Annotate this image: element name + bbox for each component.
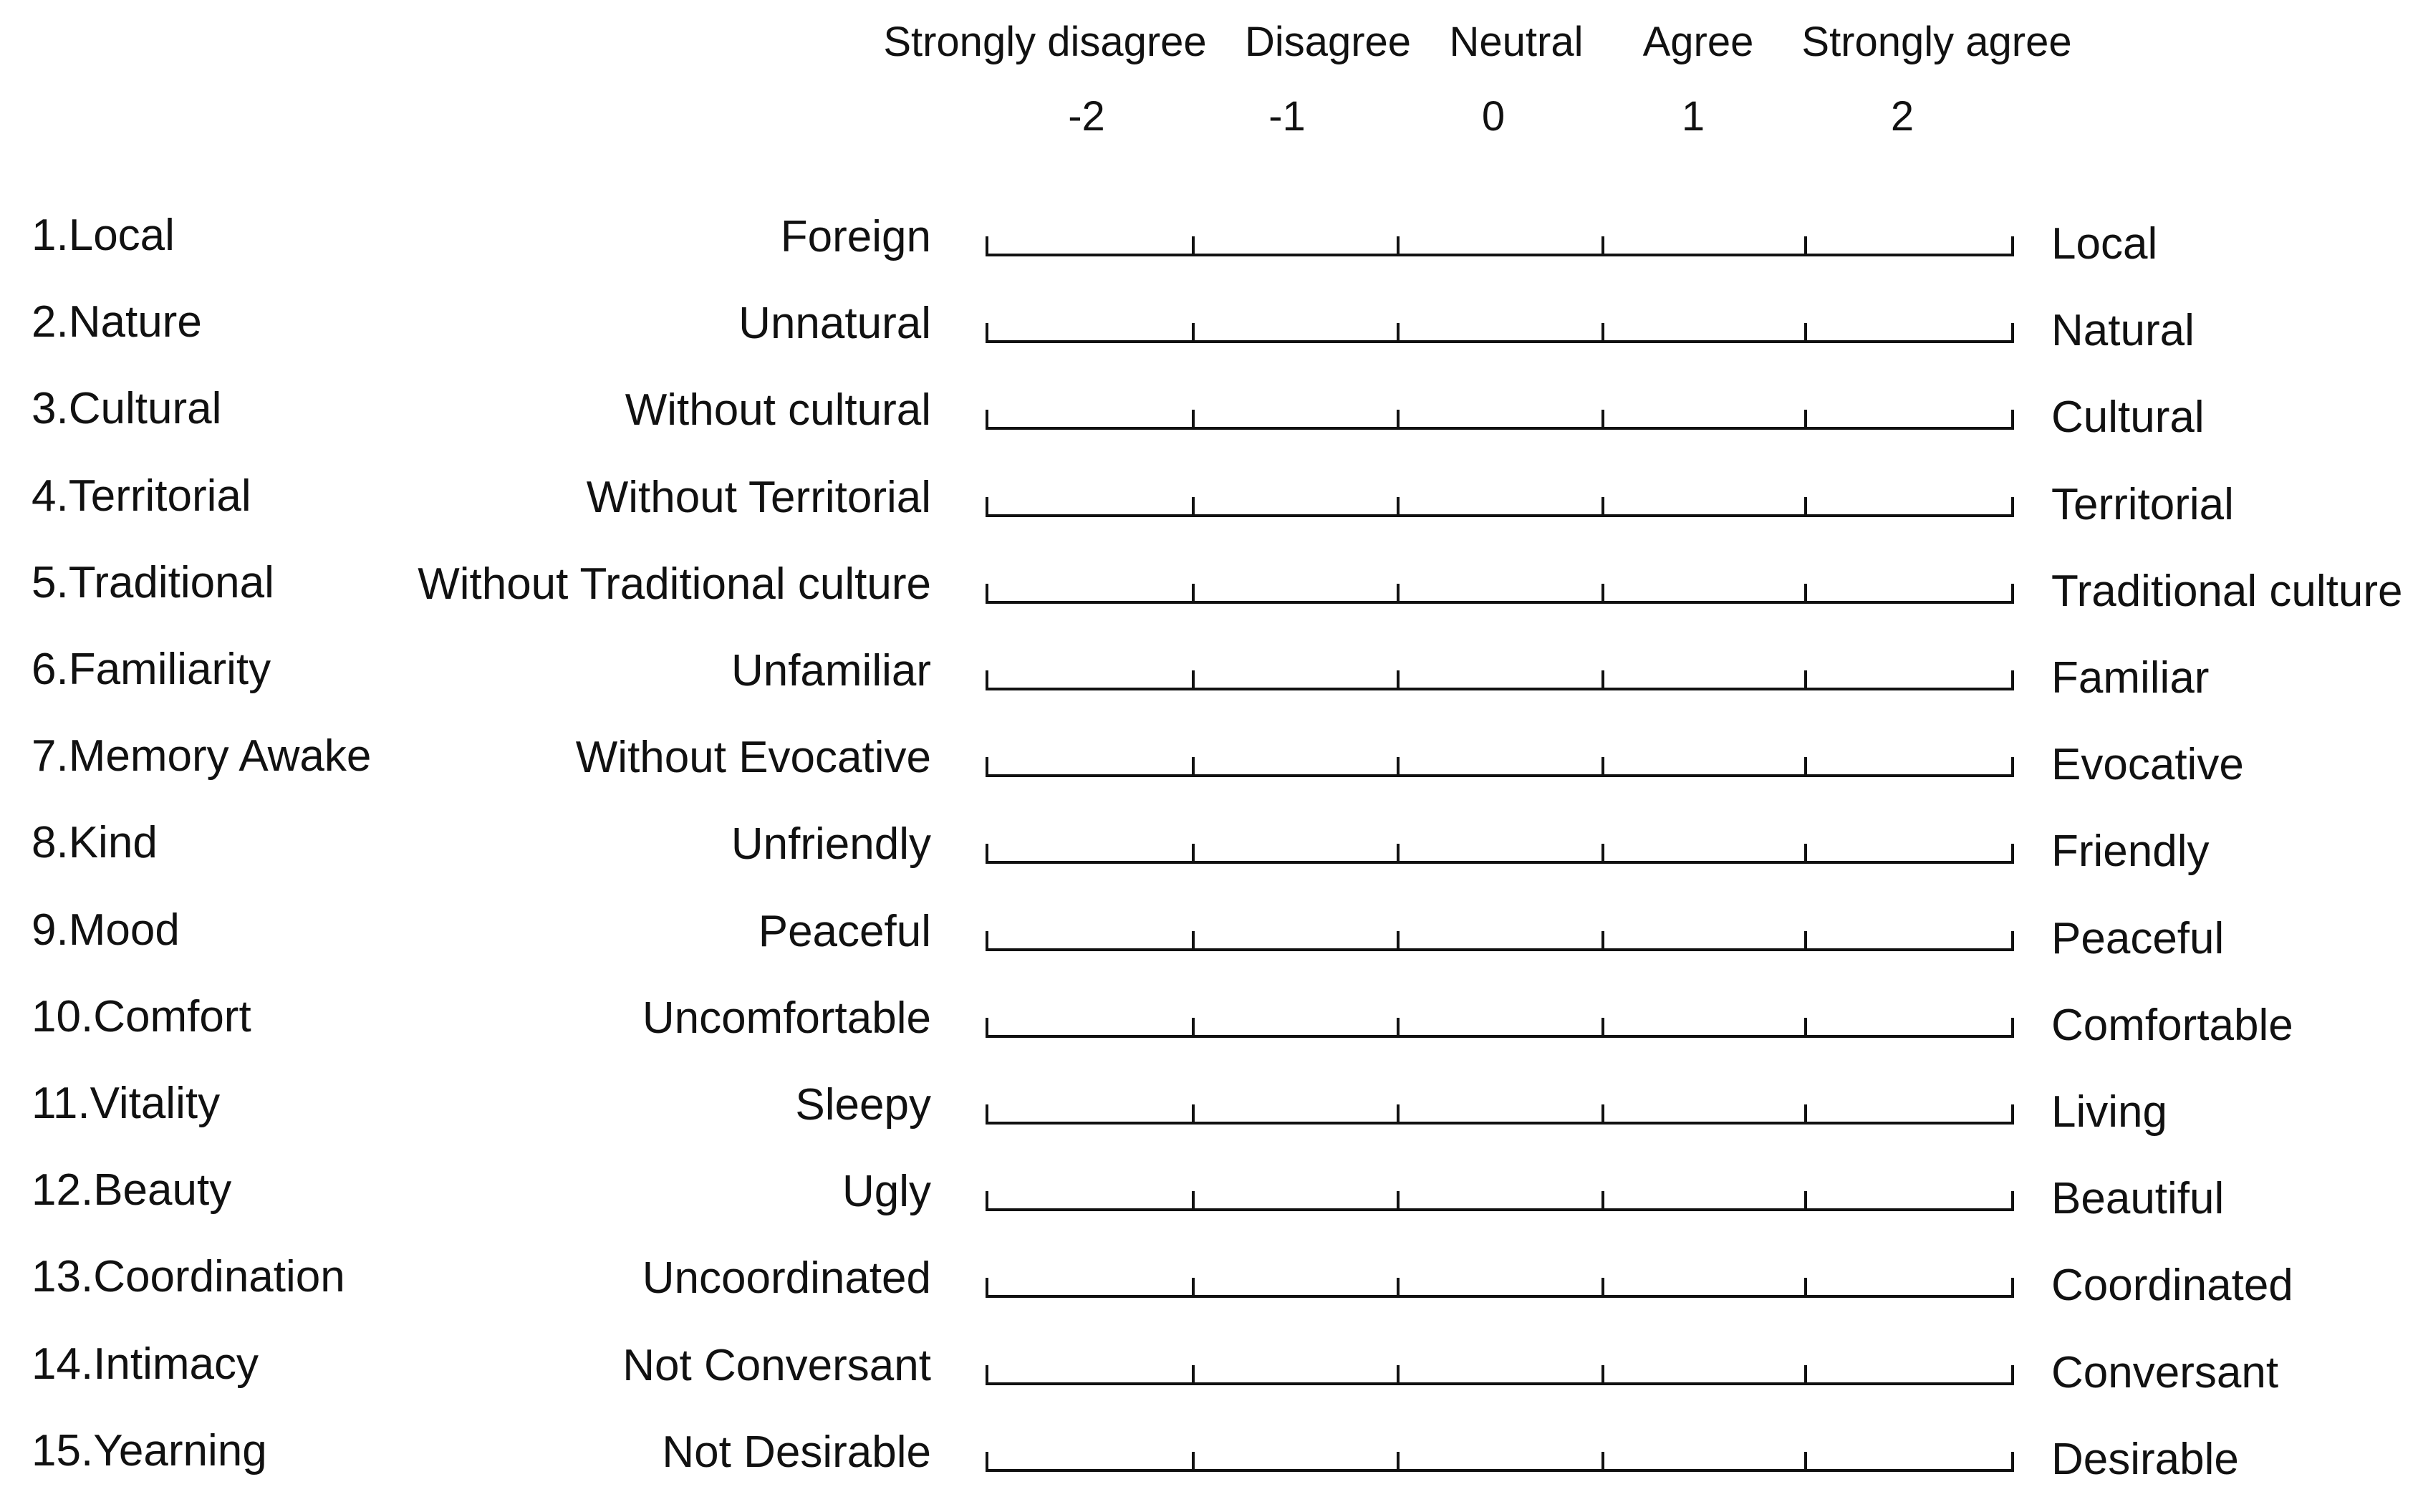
rating-line[interactable] (986, 400, 2014, 431)
left-anchor-label: Unfamiliar (731, 646, 931, 695)
item-label: 8.Kind (32, 818, 158, 868)
scale-row-3 (0, 384, 2418, 470)
right-anchor-label: Evocative (2051, 740, 2244, 790)
left-anchor-label: Without cultural (625, 385, 931, 435)
item-label: 10.Comfort (32, 991, 251, 1041)
left-anchor-label: Peaceful (758, 906, 931, 956)
scale-row-2 (0, 297, 2418, 383)
rating-line[interactable] (986, 487, 2014, 519)
left-anchor-label: Unfriendly (731, 819, 931, 870)
item-label: 15.Yearning (32, 1425, 267, 1475)
right-anchor-label: Conversant (2051, 1347, 2279, 1397)
item-label: 7.Memory Awake (32, 731, 372, 781)
right-anchor-label: Traditional culture (2051, 566, 2403, 616)
left-anchor-label: Uncomfortable (642, 993, 931, 1043)
item-label: 12.Beauty (32, 1165, 232, 1215)
scale-row-11 (0, 1079, 2418, 1165)
right-anchor-label: Cultural (2051, 393, 2205, 443)
scale-label-agree: Agree (1642, 19, 1754, 65)
item-label: 14.Intimacy (32, 1339, 259, 1389)
item-label: 11.Vitality (32, 1079, 221, 1128)
right-anchor-label: Peaceful (2051, 913, 2225, 963)
scale-row-1 (0, 211, 2418, 297)
rating-line[interactable] (986, 660, 2014, 692)
item-label: 3.Cultural (32, 384, 222, 434)
left-anchor-label: Unnatural (738, 299, 931, 349)
left-anchor-label: Without Evocative (575, 733, 931, 783)
left-anchor-label: Ugly (842, 1167, 931, 1217)
rating-line[interactable] (986, 226, 2014, 258)
scale-row-13 (0, 1252, 2418, 1338)
scale-label-strongly-agree: Strongly agree (1801, 19, 2072, 65)
left-anchor-label: Uncoordinated (642, 1253, 931, 1304)
rating-line[interactable] (986, 834, 2014, 865)
left-anchor-label: Without Traditional culture (418, 559, 931, 609)
right-anchor-label: Coordinated (2051, 1261, 2293, 1311)
scale-value-minus-2: -2 (1068, 93, 1105, 140)
right-anchor-label: Living (2051, 1087, 2167, 1137)
scale-row-8 (0, 818, 2418, 904)
rating-line[interactable] (986, 1181, 2014, 1213)
item-label: 13.Coordination (32, 1252, 345, 1302)
scale-row-4 (0, 471, 2418, 557)
right-anchor-label: Desirable (2051, 1434, 2239, 1484)
left-anchor-label: Not Conversant (622, 1340, 931, 1390)
scale-value-0: 0 (1481, 93, 1506, 140)
scale-row-10 (0, 992, 2418, 1078)
left-anchor-label: Foreign (780, 212, 931, 261)
item-label: 2.Nature (32, 297, 202, 347)
scale-value-2: 2 (1890, 93, 1914, 140)
item-label: 6.Familiarity (32, 645, 271, 694)
scale-label-neutral: Neutral (1449, 19, 1584, 65)
right-anchor-label: Beautiful (2051, 1174, 2225, 1224)
rating-line[interactable] (986, 921, 2014, 953)
right-anchor-label: Natural (2051, 306, 2195, 356)
rating-line[interactable] (986, 1442, 2014, 1473)
scale-row-7 (0, 731, 2418, 817)
item-label: 9.Mood (32, 905, 180, 955)
scale-row-6 (0, 645, 2418, 731)
scale-label-strongly-disagree: Strongly disagree (883, 19, 1207, 65)
rating-line[interactable] (986, 313, 2014, 345)
left-anchor-label: Without Territorial (586, 472, 931, 522)
scale-row-5 (0, 558, 2418, 644)
item-label: 5.Traditional (32, 557, 274, 607)
left-anchor-label: Not Desirable (662, 1427, 931, 1477)
rating-line[interactable] (986, 1268, 2014, 1299)
rating-line[interactable] (986, 747, 2014, 779)
item-label: 1.Local (32, 211, 175, 260)
rating-line[interactable] (986, 1355, 2014, 1387)
scale-value-1: 1 (1681, 93, 1705, 140)
item-label: 4.Territorial (32, 471, 251, 521)
right-anchor-label: Local (2051, 219, 2158, 269)
scale-row-15 (0, 1426, 2418, 1512)
right-anchor-label: Familiar (2051, 653, 2210, 703)
rating-line[interactable] (986, 1094, 2014, 1126)
scale-value-minus-1: -1 (1268, 93, 1306, 140)
scale-row-9 (0, 905, 2418, 991)
right-anchor-label: Comfortable (2051, 1000, 2293, 1050)
scale-row-14 (0, 1339, 2418, 1425)
right-anchor-label: Friendly (2051, 827, 2210, 877)
rating-line[interactable] (986, 1008, 2014, 1039)
rating-line[interactable] (986, 574, 2014, 605)
scale-label-disagree: Disagree (1244, 19, 1412, 65)
scale-row-12 (0, 1165, 2418, 1251)
left-anchor-label: Sleepy (795, 1080, 931, 1130)
right-anchor-label: Territorial (2051, 479, 2234, 529)
